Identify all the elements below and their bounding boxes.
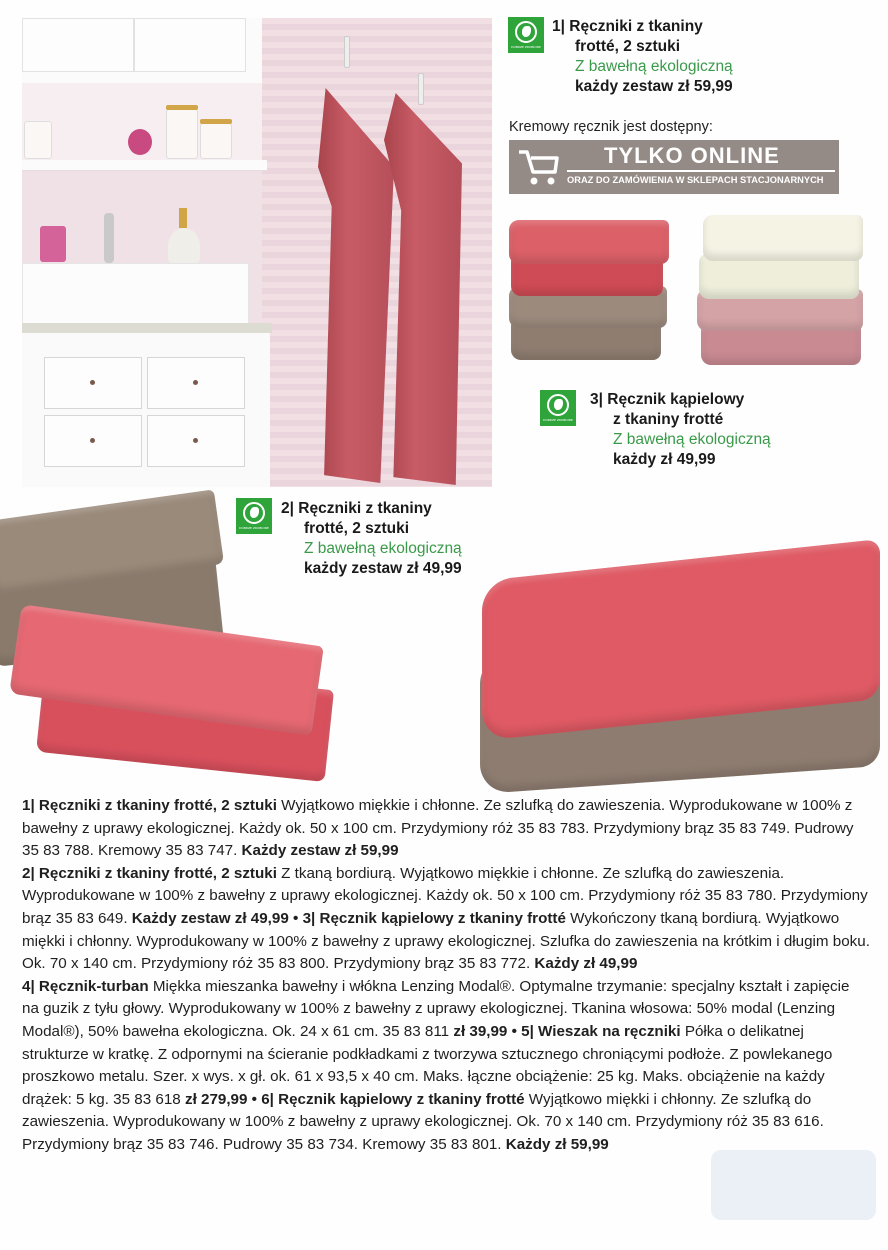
shelf-niche xyxy=(22,83,262,163)
item-title: Ręczniki z tkaniny xyxy=(298,500,432,517)
banner-title: TYLKO ONLINE xyxy=(604,143,780,168)
drawer xyxy=(147,415,245,467)
cabinet-door xyxy=(134,18,246,72)
item-subtitle: Z bawełną ekologiczną xyxy=(613,431,771,448)
wall-hook xyxy=(344,36,350,68)
countertop xyxy=(22,323,272,333)
soap-pump xyxy=(179,208,187,228)
shopping-cart-icon xyxy=(517,148,561,188)
item-price: każdy zestaw zł 59,99 xyxy=(575,78,733,95)
bathroom-photo xyxy=(22,18,492,487)
product-callout-2 xyxy=(281,499,462,579)
glass-jar xyxy=(166,109,198,159)
item-title-2: z tkaniny frotté xyxy=(613,411,724,428)
desc-text-3: Wykończony tkaną bordiurą. Wyjątkowo miękki i chłonny. Wyprodukowany w 100% z bawełny z uprawy ekologicznej. Szlufka do zawieszenia na krótkim i długim boku. Ok. 70 x 140 cm. Przydymiony róż 35 83 800. Przydymiony brąz 35 83 772. xyxy=(22,909,870,973)
desc-price-2: Każdy zestaw zł 49,99 • xyxy=(131,909,299,927)
item-price: każdy zestaw zł 49,99 xyxy=(304,560,462,577)
eco-badge: DOBRZE ZROBIONE xyxy=(508,17,544,53)
bath-towel-3-photo xyxy=(478,540,883,785)
wall-hook xyxy=(418,73,424,105)
online-only-banner[interactable] xyxy=(509,140,839,194)
product-description xyxy=(22,795,870,1157)
item-title-2: frotté, 2 sztuki xyxy=(304,520,410,537)
item-subtitle: Z bawełną ekologiczną xyxy=(304,540,462,557)
desc-title-4: 4| Ręcznik-turban xyxy=(22,977,149,995)
desc-price-1: Każdy zestaw zł 59,99 xyxy=(241,842,399,860)
drawer xyxy=(147,357,245,409)
item-number: 1| xyxy=(552,18,565,35)
item-price: każdy zł 49,99 xyxy=(613,451,716,468)
desc-price-4: zł 39,99 • xyxy=(453,1022,517,1040)
item-title-2: frotté, 2 sztuki xyxy=(575,38,681,55)
perfume-bottle xyxy=(128,129,152,155)
brush-cup xyxy=(24,121,52,159)
desc-text-4: Miękka mieszanka bawełny i włókna Lenzing Modal®. Optymalne trzymanie: specjalny kształt i zapięcie na guzik z tyłu głowy. Wyprodukowany w 100% z bawełny z uprawy ekologicznej. Tkanina włosowa: 50% modal (Lenzing Modal®), 50% bawełna ekologiczna. Ok. 24 x 61 cm. 35 83 811 xyxy=(22,977,850,1040)
soap-dispenser xyxy=(168,228,200,264)
desc-price-3: Każdy zł 49,99 xyxy=(534,955,638,973)
wall-cabinet xyxy=(22,18,262,84)
shelf xyxy=(22,160,267,171)
desc-text-6: Wyjątkowo miękki i chłonny. Ze szlufką do zawieszenia. Wyprodukowany w 100% z bawełny z uprawy ekologicznej. Ok. 70 x 140 cm. Przydymiony róż 35 83 616. Przydymiony brąz 35 83 746. Pudrowy 35 83 734. Kremowy 35 83 801. xyxy=(22,1090,824,1153)
item-subtitle: Z bawełną ekologiczną xyxy=(575,58,733,75)
desc-title-5: 5| Wieszak na ręczniki xyxy=(516,1022,681,1040)
item-number: 3| xyxy=(590,391,603,408)
drawer xyxy=(44,415,142,467)
desc-price-6: Każdy zł 59,99 xyxy=(505,1135,609,1153)
desc-title-3: 3| Ręcznik kąpielowy z tkaniny frotté xyxy=(298,909,566,927)
glass-jar xyxy=(200,123,232,159)
product-callout-3 xyxy=(590,390,771,470)
towel-stack-cream-powder xyxy=(695,205,867,370)
cabinet-door xyxy=(22,18,134,72)
item-title: Ręcznik kąpielowy xyxy=(607,391,745,408)
eco-badge: DOBRZE ZROBIONE xyxy=(236,498,272,534)
faucet xyxy=(104,213,114,263)
availability-note: Kremowy ręcznik jest dostępny: xyxy=(509,119,713,135)
sink xyxy=(22,263,249,325)
desc-text-5: Półka o delikatnej strukturze w kratkę. Z odpornymi na ścieranie podkładkami z tworzywa sztucznego chroniącymi podłoże. Z powlekanego proszkowo metalu. Szer. x wys. x gł. ok. 61 x 93,5 x 40 cm. Maks. łączne obciążenie: 25 kg. Maks. obciążenie na każdy drążek: 5 kg. 35 83 618 xyxy=(22,1022,833,1108)
towel-stack-rose-brown xyxy=(505,212,675,372)
desc-title-6: 6| Ręcznik kąpielowy z tkaniny frotté xyxy=(257,1090,525,1108)
towel-rose xyxy=(509,220,669,264)
eco-globe-icon xyxy=(547,394,569,416)
desc-title-2: 2| Ręczniki z tkaniny frotté, 2 sztuki xyxy=(22,864,277,882)
banner-divider xyxy=(567,170,835,172)
pink-glass xyxy=(40,226,66,262)
drawer-cabinet xyxy=(22,333,270,487)
product-callout-1 xyxy=(552,17,733,97)
drawer xyxy=(44,357,142,409)
banner-subtitle: ORAZ DO ZAMÓWIENIA W SKLEPACH STACJONARNYCH xyxy=(567,175,824,185)
item-number: 2| xyxy=(281,500,294,517)
desc-text-2: Z tkaną bordiurą. Wyjątkowo miękkie i chłonne. Ze szlufką do zawieszenia. Wyprodukowane w 100% z bawełny z uprawy ekologicznej. Każdy ok. 50 x 100 cm. Przydymiony róż 35 83 780. Przydymiony brąz 35 83 649. xyxy=(22,864,868,927)
watermark xyxy=(711,1150,876,1220)
eco-badge: DOBRZE ZROBIONE xyxy=(540,390,576,426)
eco-globe-icon xyxy=(243,502,265,524)
desc-title-1: 1| Ręczniki z tkaniny frotté, 2 sztuki xyxy=(22,797,277,814)
desc-price-5: zł 279,99 • xyxy=(184,1090,257,1108)
towel-cream xyxy=(703,215,863,261)
desc-text-1: Wyjątkowo miękkie i chłonne. Ze szlufką do zawieszenia. Wyprodukowane w 100% z bawełny z uprawy ekologicznej. Każdy ok. 50 x 100 cm. Przydymiony róż 35 83 783. Przydymiony brąz 35 83 749. Pudrowy 35 83 788. Kremowy 35 83 747. xyxy=(22,797,854,860)
eco-globe-icon xyxy=(515,21,537,43)
item-title: Ręczniki z tkaniny xyxy=(569,18,703,35)
